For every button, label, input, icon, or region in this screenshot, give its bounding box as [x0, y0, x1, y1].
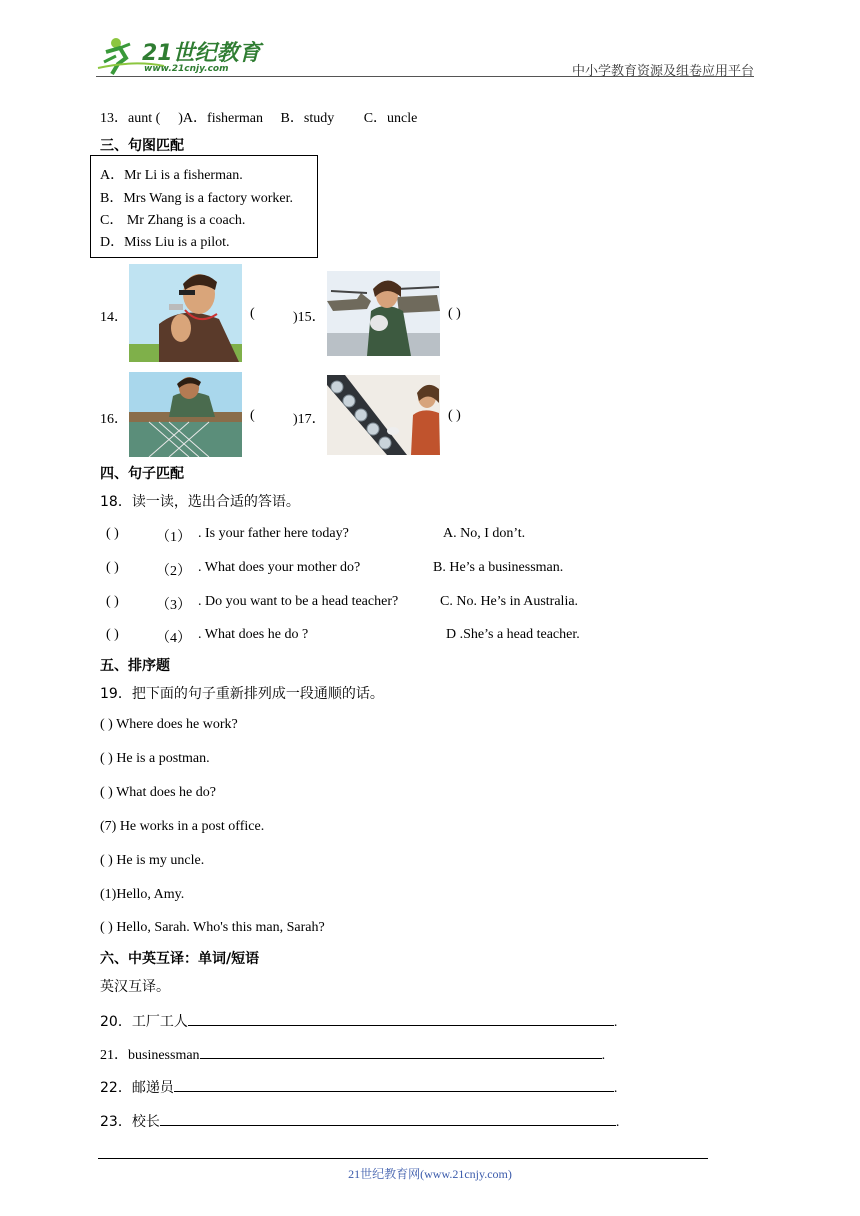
q16-label: 16．	[100, 412, 128, 427]
section4-title: 四、句子匹配	[100, 466, 184, 482]
footer-link[interactable]: 21世纪教育网(www.21cnjy.com)	[348, 1167, 512, 1181]
option-c: C． Mr Zhang is a coach.	[100, 213, 246, 228]
match-number: （1）	[156, 530, 191, 545]
pilot-image	[327, 271, 440, 356]
match-answer: A. No, I don’t.	[443, 526, 526, 541]
line-end: .	[613, 1081, 618, 1096]
match-row-2	[100, 560, 700, 580]
q13-option-a: )A．fisherman	[178, 111, 264, 126]
q13-stem: 13．aunt (	[100, 111, 161, 126]
match-paren: ( )	[106, 594, 119, 609]
section5-title: 五、排序题	[100, 658, 170, 674]
match-answer: B. He’s a businessman.	[433, 560, 564, 575]
order-line: (7) He works in a post office.	[100, 819, 265, 834]
match-question: . What does he do ?	[198, 627, 309, 642]
order-line: ( ) Hello, Sarah. Who's this man, Sarah?	[100, 920, 325, 935]
answer-line[interactable]	[174, 1077, 614, 1092]
fisherman-image	[129, 372, 242, 457]
header-rule	[96, 76, 754, 77]
q17-answer-paren: ( )	[448, 408, 461, 423]
footer-rule	[98, 1158, 708, 1159]
q14-paren-open: (	[250, 306, 255, 321]
order-line: ( ) What does he do?	[100, 785, 216, 800]
q13-option-c: C．uncle	[363, 111, 418, 126]
match-question: . Is your father here today?	[198, 526, 349, 541]
section3-title: 三、句图匹配	[100, 138, 184, 154]
logo-url: www.21cnjy.com	[144, 64, 229, 74]
answer-line[interactable]	[200, 1044, 602, 1059]
header-title: 中小学教育资源及组卷应用平台	[571, 64, 754, 79]
translate-item-22	[100, 1077, 617, 1097]
q18-instruction: 18．读一读，选出合适的答语。	[100, 494, 300, 510]
match-row-4	[100, 627, 700, 647]
section6-instruction: 英汉互译。	[100, 979, 170, 995]
logo-text: 21世纪教育	[142, 41, 261, 66]
q14-label: 14．	[100, 310, 128, 325]
match-paren: ( )	[106, 526, 119, 541]
q19-instruction: 19．把下面的句子重新排列成一段通顺的话。	[100, 686, 384, 702]
match-number: （4）	[156, 631, 191, 646]
option-b: B．Mrs Wang is a factory worker.	[100, 191, 294, 206]
logo	[94, 34, 264, 78]
q13-row	[100, 107, 417, 127]
q15-answer-paren: ( )	[448, 306, 461, 321]
coach-image	[129, 264, 242, 362]
order-line: ( ) He is a postman.	[100, 751, 210, 766]
translate-item-21	[100, 1044, 605, 1064]
translate-label: 20．工厂工人	[100, 1014, 188, 1030]
match-row-3	[100, 594, 700, 614]
section6-title: 六、中英互译：单词/短语	[100, 951, 260, 967]
option-a: A．Mr Li is a fisherman.	[100, 168, 243, 183]
translate-label: 22．邮递员	[100, 1080, 174, 1096]
line-end: .	[615, 1115, 620, 1130]
q16-paren-open: (	[250, 408, 255, 423]
match-paren: ( )	[106, 627, 119, 642]
q13-option-b: B．study	[280, 111, 335, 126]
line-end: .	[601, 1048, 606, 1063]
order-line: ( ) Where does he work?	[100, 717, 238, 732]
translate-label: 23．校长	[100, 1114, 160, 1130]
option-d: D．Miss Liu is a pilot.	[100, 235, 230, 250]
match-row-1	[100, 526, 700, 546]
order-line: ( ) He is my uncle.	[100, 853, 205, 868]
match-number: （3）	[156, 598, 191, 613]
q17-label: )17．	[293, 412, 326, 427]
match-question: . What does your mother do?	[198, 560, 361, 575]
order-line: (1)Hello, Amy.	[100, 887, 185, 902]
q15-label: )15．	[293, 310, 326, 325]
translate-label: 21．businessman	[100, 1048, 200, 1063]
match-answer: D .She’s a head teacher.	[446, 627, 580, 642]
match-number: （2）	[156, 564, 191, 579]
answer-line[interactable]	[188, 1011, 614, 1026]
line-end: .	[613, 1015, 618, 1030]
factory-worker-image	[327, 375, 440, 455]
match-paren: ( )	[106, 560, 119, 575]
translate-item-20	[100, 1011, 617, 1031]
match-answer: C. No. He’s in Australia.	[440, 594, 579, 609]
answer-line[interactable]	[160, 1111, 616, 1126]
match-question: . Do you want to be a head teacher?	[198, 594, 399, 609]
translate-item-23	[100, 1111, 619, 1131]
